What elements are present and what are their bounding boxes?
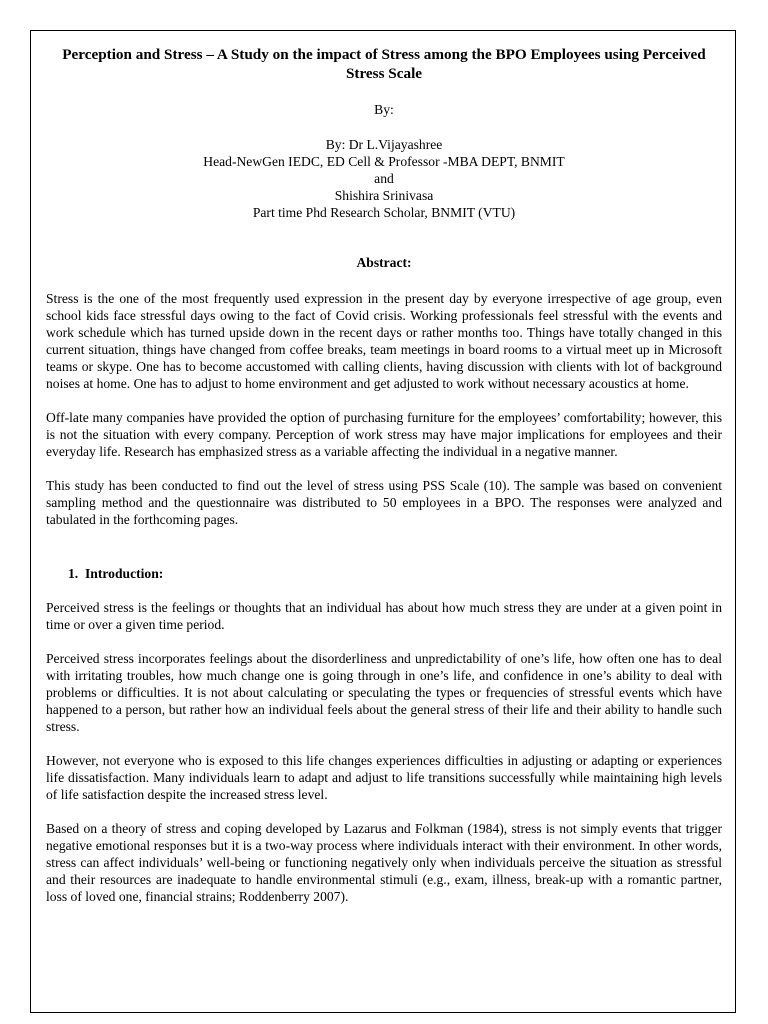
abstract-heading: Abstract:: [356, 255, 412, 270]
document-body: [46, 45, 722, 905]
section-heading: [46, 565, 722, 582]
author-affiliation: Part time Phd Research Scholar, BNMIT (VTU): [252, 205, 516, 220]
abstract-paragraph: Stress is the one of the most frequently used expression in the present day by everyone irrespective of age group, even school kids face stressful days owing to the fact of Covid crisis. Working professionals feel stressful with the events and work schedule which has turned upside down in the recent days or rather months too. Things have totally changed in this current situation, things have changed from coffee breaks, team meetings in board rooms to a virtual meet up in Microsoft teams or skype. One has to become accustomed with calling clients, having discussion with clients with lot of background noises at home. One has to adjust to home environment and get adjusted to work without necessary acoustics at home.: [46, 291, 722, 391]
intro-paragraph: Perceived stress incorporates feelings about the disorderliness and unpredictability of one’s life, how often one has to deal with irritating troubles, how much change one is going through in one’s life, and confidence in one’s ability to deal with problems or difficulties. It is not about calculating or speculating the types or frequencies of stressful events which have happened to a person, but rather how an individual feels about the general stress of their life and their ability to handle such stress.: [46, 651, 722, 734]
abstract-paragraph: Off-late many companies have provided the option of purchasing furniture for the employees’ comfortability; however, this is not the situation with every company. Perception of work stress may have major implications for employees and their everyday life. Research has emphasized stress as a variable affecting the individual in a negative manner.: [46, 410, 722, 459]
abstract-paragraph: This study has been conducted to find out the level of stress using PSS Scale (10). The sample was based on convenient sampling method and the questionnaire was distributed to 50 employees in a BPO. The responses were analyzed and tabulated in the forthcoming pages.: [46, 478, 722, 527]
paper-title: Perception and Stress – A Study on the impact of Stress among the BPO Employees using Perceived Stress Scale: [62, 46, 706, 82]
intro-paragraph: Perceived stress is the feelings or thoughts that an individual has about how much stress they are under at a given point in time or over a given time period.: [46, 600, 722, 632]
section-number: 1.: [68, 566, 79, 581]
intro-paragraph: However, not everyone who is exposed to this life changes experiences difficulties in adjusting or adapting or experiences life dissatisfaction. Many individuals learn to adapt and adjust to life transitions successfully while maintaining high levels of life satisfaction despite the increased stress level.: [46, 753, 722, 802]
author-conjunction: and: [374, 171, 394, 186]
author-line: Shishira Srinivasa: [334, 188, 434, 203]
author-line: By: Dr L.Vijayashree: [325, 137, 443, 152]
author-block: [46, 136, 722, 221]
author-affiliation: Head-NewGen IEDC, ED Cell & Professor -MBA DEPT, BNMIT: [203, 154, 565, 169]
section-title: Introduction:: [85, 566, 164, 581]
by-label: By:: [374, 102, 394, 117]
intro-paragraph: Based on a theory of stress and coping developed by Lazarus and Folkman (1984), stress is not simply events that trigger negative emotional responses but it is a two-way process where individuals interact with their environment. In other words, stress can affect individuals’ well-being or functioning negatively only when individuals perceive the situation as stressful and their resources are inadequate to handle environmental stimuli (e.g., exam, illness, break-up with a romantic partner, loss of loved one, financial strains; Roddenberry 2007).: [46, 821, 722, 904]
